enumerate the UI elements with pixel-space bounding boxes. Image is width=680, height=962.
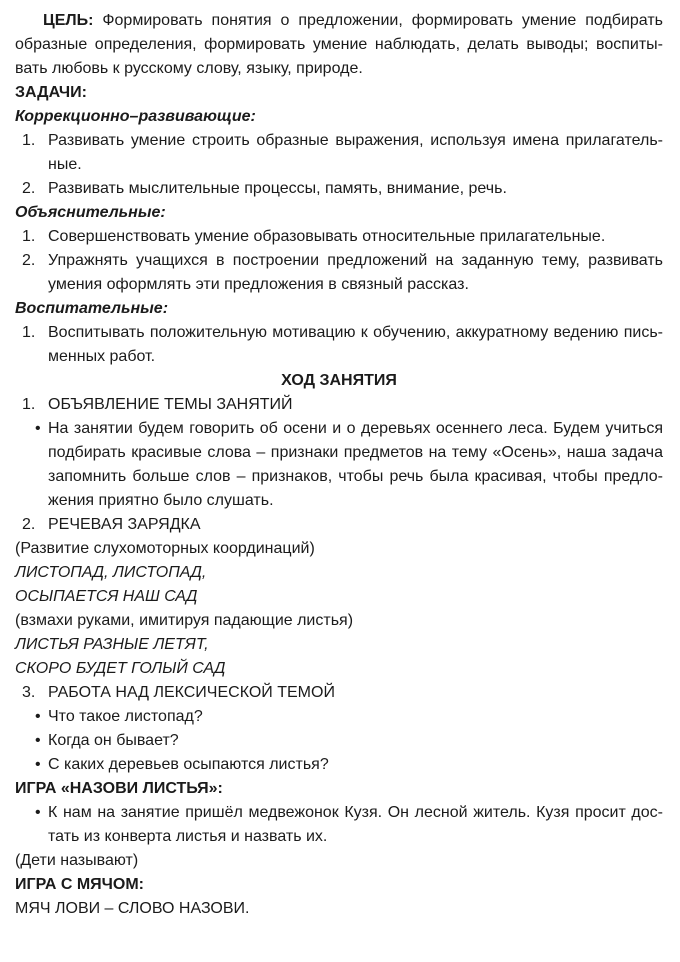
- bullet-marker: •: [35, 804, 41, 821]
- step-marker: 2.: [22, 516, 36, 533]
- bullet-item: [15, 705, 663, 729]
- task-item: [15, 321, 663, 369]
- goal-label: ЦЕЛЬ:: [43, 12, 94, 29]
- step-marker: 1.: [22, 396, 36, 413]
- bullet-marker: •: [35, 420, 41, 437]
- step-title: [15, 393, 663, 417]
- step-title-text: РЕЧЕВАЯ ЗАРЯДКА: [48, 516, 201, 533]
- bullet-item: [15, 801, 663, 849]
- game-heading: ИГРА «НАЗОВИ ЛИСТЬЯ»:: [15, 780, 223, 797]
- step-title: [15, 513, 663, 537]
- step-title-text: ОБЪЯВЛЕНИЕ ТЕМЫ ЗАНЯТИЙ: [48, 396, 293, 413]
- stage-direction: (взмахи руками, имитируя падающие листья): [15, 612, 354, 629]
- task-item-text: Совершенствовать умение образовывать относительные прилагательные.: [48, 228, 606, 245]
- bullet-marker: •: [35, 756, 41, 773]
- task-item-text: Развивать мыслительные процессы, память, внимание, речь.: [48, 180, 507, 197]
- bullet-text: С каких деревьев осыпаются листья?: [48, 756, 329, 773]
- bullet-text: Когда он бывает?: [48, 732, 179, 749]
- task-group-heading-explanatory: Объяснительные:: [15, 204, 166, 221]
- bullet-item: [15, 417, 663, 513]
- task-item-marker: 1.: [22, 324, 36, 341]
- stage-direction: (Дети называют): [15, 852, 139, 869]
- goal-paragraph: [15, 9, 663, 81]
- bullet-text: Что такое листопад?: [48, 708, 203, 725]
- task-item-marker: 1.: [22, 228, 36, 245]
- task-item-text: Упражнять учащихся в построении предложений на заданную тему, развивать умения оформлять эти предложения в связный рассказ.: [48, 252, 663, 293]
- bullet-text: К нам на занятие пришёл медвежонок Кузя. Он лесной житель. Кузя просит достать из конверта листья и назвать их.: [48, 804, 663, 845]
- verse-line: ЛИСТЬЯ РАЗНЫЕ ЛЕТЯТ,: [15, 636, 209, 653]
- goal-text: Формировать понятия о предложении, формировать умение подбирать образные определения, формировать умение наблюдать, делать выводы; воспитывать любовь к русскому слову, языку, природе.: [15, 12, 663, 77]
- task-item-marker: 2.: [22, 252, 36, 269]
- step-marker: 3.: [22, 684, 36, 701]
- step-title: [15, 681, 663, 705]
- stage-direction: (Развитие слухомоторных координаций): [15, 540, 315, 557]
- bullet-text: На занятии будем говорить об осени и о деревьях осеннего леса. Будем учиться подбирать красивые слова – признаки предметов на тему «Осень», наша задача запомнить больше слов – признаков, чтобы речь была красивая, чтобы предложения приятно было слушать.: [48, 420, 663, 509]
- task-item-marker: 2.: [22, 180, 36, 197]
- task-item-text: Воспитывать положительную мотивацию к обучению, аккуратному ведению письменных работ.: [48, 324, 663, 365]
- task-group-heading-educational: Воспитательные:: [15, 300, 169, 317]
- task-item: [15, 177, 663, 201]
- task-group-heading-correctional: Коррекционно–развивающие:: [15, 108, 256, 125]
- lesson-heading: ХОД ЗАНЯТИЯ: [281, 372, 397, 389]
- verse-line: СКОРО БУДЕТ ГОЛЫЙ САД: [15, 660, 226, 677]
- game-heading: ИГРА С МЯЧОМ:: [15, 876, 145, 893]
- task-item: [15, 249, 663, 297]
- task-item: [15, 225, 663, 249]
- verse-line: ЛИСТОПАД, ЛИСТОПАД,: [15, 564, 207, 581]
- task-item: [15, 129, 663, 177]
- bullet-marker: •: [35, 708, 41, 725]
- bullet-item: [15, 729, 663, 753]
- bullet-marker: •: [35, 732, 41, 749]
- verse-line: ОСЫПАЕТСЯ НАШ САД: [15, 588, 198, 605]
- step-title-text: РАБОТА НАД ЛЕКСИЧЕСКОЙ ТЕМОЙ: [48, 684, 335, 701]
- tasks-heading: ЗАДАЧИ:: [15, 84, 87, 101]
- task-item-text: Развивать умение строить образные выражения, используя имена прилагательные.: [48, 132, 663, 173]
- bullet-item: [15, 753, 663, 777]
- game-phrase: МЯЧ ЛОВИ – СЛОВО НАЗОВИ.: [15, 900, 250, 917]
- task-item-marker: 1.: [22, 132, 36, 149]
